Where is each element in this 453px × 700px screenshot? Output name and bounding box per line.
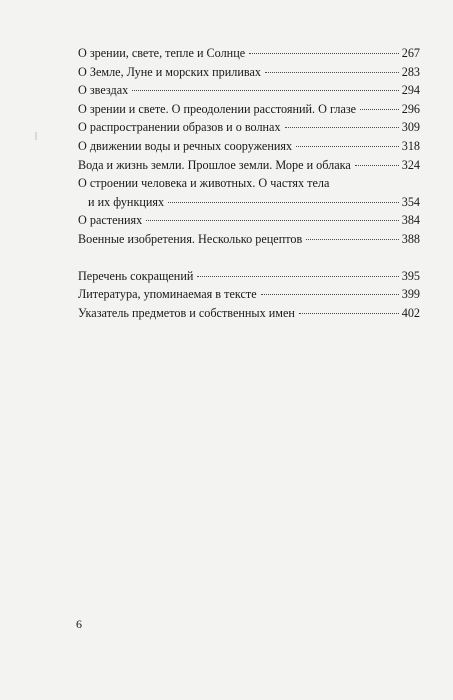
toc-main-entries bbox=[78, 44, 420, 249]
toc-entry-title-continuation: и их функциях bbox=[88, 194, 165, 209]
dot-leader bbox=[265, 72, 399, 73]
dot-leader bbox=[261, 294, 399, 295]
toc-entry-page: 309 bbox=[401, 120, 420, 135]
toc-entry bbox=[78, 63, 420, 82]
toc-entry-page: 388 bbox=[401, 231, 420, 246]
toc-entry bbox=[78, 100, 420, 119]
toc-entry-title: Вода и жизнь земли. Прошлое земли. Море и облака bbox=[78, 157, 351, 172]
dot-leader bbox=[355, 165, 399, 166]
toc-entry-title: О звездах bbox=[78, 83, 129, 98]
toc-entry-title: О движении воды и речных сооружениях bbox=[78, 138, 293, 153]
toc-entry-page: 294 bbox=[401, 83, 420, 98]
toc-entry-title: О распространении образов и о волнах bbox=[78, 120, 281, 135]
toc-entry bbox=[78, 44, 420, 63]
toc-entry-page: 267 bbox=[401, 46, 420, 60]
toc-entry-title: Перечень сокращений bbox=[78, 268, 194, 283]
toc-entry-title: Военные изобретения. Несколько рецептов bbox=[78, 231, 303, 246]
toc-entry bbox=[78, 267, 420, 286]
dot-leader bbox=[132, 90, 399, 91]
toc-entry-page: 283 bbox=[401, 64, 420, 79]
toc-entry-title: О растениях bbox=[78, 213, 143, 228]
table-of-contents bbox=[78, 44, 420, 322]
dot-leader bbox=[296, 146, 399, 147]
toc-entry bbox=[78, 285, 420, 304]
toc-entry bbox=[78, 81, 420, 100]
toc-entry-page: 324 bbox=[401, 157, 420, 172]
dot-leader bbox=[249, 53, 399, 54]
toc-entry bbox=[78, 174, 420, 211]
toc-entry-title: О Земле, Луне и морских приливах bbox=[78, 64, 261, 79]
toc-appendix-entries bbox=[78, 267, 420, 323]
toc-entry bbox=[78, 211, 420, 230]
dot-leader bbox=[299, 313, 399, 314]
toc-entry-page: 296 bbox=[401, 101, 420, 116]
toc-entry bbox=[78, 230, 420, 249]
toc-entry-page: 318 bbox=[401, 138, 420, 153]
toc-entry bbox=[78, 118, 420, 137]
toc-entry-page: 395 bbox=[401, 268, 420, 283]
toc-entry bbox=[78, 156, 420, 175]
toc-entry-page: 354 bbox=[401, 194, 420, 209]
dot-leader bbox=[360, 109, 399, 110]
toc-entry bbox=[78, 137, 420, 156]
dot-leader bbox=[168, 202, 399, 203]
dot-leader bbox=[306, 239, 398, 240]
toc-entry-page: 399 bbox=[401, 287, 420, 302]
dot-leader bbox=[197, 276, 398, 277]
toc-entry bbox=[78, 304, 420, 323]
toc-entry-page: 402 bbox=[401, 305, 420, 320]
toc-entry-title: О строении человека и животных. О частях тела bbox=[78, 176, 330, 191]
toc-entry-title: О зрении и свете. О преодолении расстояний. О глазе bbox=[78, 101, 357, 116]
dot-leader bbox=[285, 127, 399, 128]
dot-leader bbox=[146, 220, 398, 221]
toc-entry-title: Указатель предметов и собственных имен bbox=[78, 305, 295, 320]
page-number: 6 bbox=[76, 617, 82, 631]
toc-entry-page: 384 bbox=[401, 213, 420, 228]
paper-mark bbox=[35, 132, 37, 140]
toc-entry-title: О зрении, свете, тепле и Солнце bbox=[78, 46, 246, 60]
toc-entry-title: Литература, упоминаемая в тексте bbox=[78, 287, 257, 302]
